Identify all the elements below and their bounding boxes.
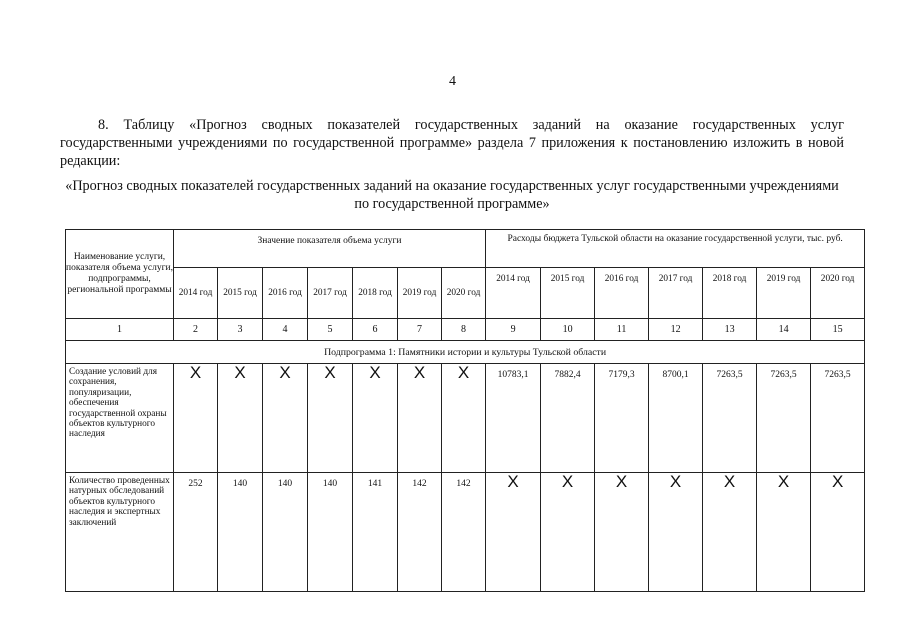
header-row-years — [66, 268, 865, 319]
not-applicable-mark: X — [541, 473, 595, 592]
column-number: 5 — [308, 319, 353, 341]
header-name-cell: Наименование услуги, показателя объема услуги, подпрограммы, региональной программы — [66, 230, 174, 319]
row-name: Количество проведенных натурных обследований объектов культурного наследия и экспертных заключений — [66, 473, 174, 592]
column-number: 13 — [703, 319, 757, 341]
not-applicable-mark: X — [218, 364, 263, 473]
not-applicable-mark: X — [595, 473, 649, 592]
intro-paragraph — [60, 116, 844, 170]
budget-year-header: 2018 год — [703, 268, 757, 319]
budget-value: 8700,1 — [649, 364, 703, 473]
not-applicable-mark: X — [757, 473, 811, 592]
intro-paragraph-text: 8. Таблицу «Прогноз сводных показателей государственных заданий на оказание государственных услуг государственными учреждениями по государственной программе» раздела 7 приложения к постановлению изложить в новой редакции: — [60, 117, 844, 169]
header-budget-cell: Расходы бюджета Тульской области на оказание государственной услуги, тыс. руб. — [486, 230, 865, 268]
table-row — [66, 364, 865, 473]
column-number: 3 — [218, 319, 263, 341]
budget-value: 7263,5 — [757, 364, 811, 473]
header-row-1 — [66, 230, 865, 268]
budget-value: 10783,1 — [486, 364, 541, 473]
table-title: «Прогноз сводных показателей государственных заданий на оказание государственных услуг государственными учреждениями по государственной программе» — [65, 178, 839, 212]
column-number: 12 — [649, 319, 703, 341]
column-numbers-row — [66, 319, 865, 341]
budget-year-header: 2016 год — [595, 268, 649, 319]
volume-year-header: 2017 год — [308, 268, 353, 319]
not-applicable-mark: X — [486, 473, 541, 592]
not-applicable-mark: X — [649, 473, 703, 592]
volume-value: 142 — [442, 473, 486, 592]
volume-value: 252 — [174, 473, 218, 592]
column-number: 8 — [442, 319, 486, 341]
table-row — [66, 473, 865, 592]
column-number: 15 — [811, 319, 865, 341]
volume-year-header: 2018 год — [353, 268, 398, 319]
page-number: 4 — [449, 74, 456, 89]
volume-value: 140 — [263, 473, 308, 592]
volume-value: 142 — [398, 473, 442, 592]
not-applicable-mark: X — [263, 364, 308, 473]
budget-year-header: 2017 год — [649, 268, 703, 319]
not-applicable-mark: X — [442, 364, 486, 473]
column-number: 2 — [174, 319, 218, 341]
not-applicable-mark: X — [353, 364, 398, 473]
volume-year-header: 2016 год — [263, 268, 308, 319]
forecast-table — [65, 229, 865, 592]
column-number: 7 — [398, 319, 442, 341]
volume-year-header: 2015 год — [218, 268, 263, 319]
budget-value: 7263,5 — [703, 364, 757, 473]
header-volume-cell: Значение показателя объема услуги — [174, 230, 486, 268]
volume-year-header: 2014 год — [174, 268, 218, 319]
volume-value: 140 — [308, 473, 353, 592]
not-applicable-mark: X — [398, 364, 442, 473]
not-applicable-mark: X — [703, 473, 757, 592]
budget-year-header: 2020 год — [811, 268, 865, 319]
budget-value: 7263,5 — [811, 364, 865, 473]
column-number: 9 — [486, 319, 541, 341]
column-number: 10 — [541, 319, 595, 341]
not-applicable-mark: X — [811, 473, 865, 592]
column-number: 14 — [757, 319, 811, 341]
volume-year-header: 2020 год — [442, 268, 486, 319]
budget-year-header: 2015 год — [541, 268, 595, 319]
subprogram-row — [66, 341, 865, 364]
budget-value: 7882,4 — [541, 364, 595, 473]
budget-value: 7179,3 — [595, 364, 649, 473]
column-number: 1 — [66, 319, 174, 341]
row-name: Создание условий для сохранения, популяризации, обеспечения государственной охраны объектов культурного наследия — [66, 364, 174, 473]
budget-year-header: 2014 год — [486, 268, 541, 319]
column-number: 4 — [263, 319, 308, 341]
column-number: 11 — [595, 319, 649, 341]
not-applicable-mark: X — [174, 364, 218, 473]
volume-year-header: 2019 год — [398, 268, 442, 319]
budget-year-header: 2019 год — [757, 268, 811, 319]
volume-value: 140 — [218, 473, 263, 592]
column-number: 6 — [353, 319, 398, 341]
subprogram-label: Подпрограмма 1: Памятники истории и культуры Тульской области — [66, 341, 865, 364]
volume-value: 141 — [353, 473, 398, 592]
not-applicable-mark: X — [308, 364, 353, 473]
